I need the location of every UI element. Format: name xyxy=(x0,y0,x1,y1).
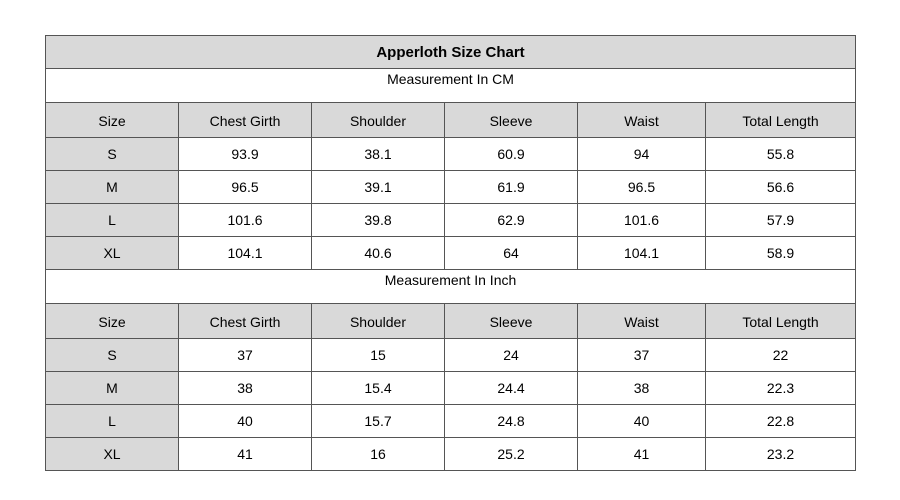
title-row xyxy=(46,36,856,69)
size-chart-table xyxy=(45,35,856,471)
column-header-shoulder: Shoulder xyxy=(312,304,445,339)
column-header-sleeve: Sleeve xyxy=(445,304,578,339)
column-header-total-length: Total Length xyxy=(706,103,856,138)
cell-shoulder: 15 xyxy=(312,339,445,372)
column-header-total-length: Total Length xyxy=(706,304,856,339)
cell-shoulder: 16 xyxy=(312,438,445,471)
cell-sleeve: 64 xyxy=(445,237,578,270)
size-cell: L xyxy=(46,204,179,237)
size-cell: S xyxy=(46,339,179,372)
cell-chest-girth: 104.1 xyxy=(179,237,312,270)
cell-waist: 40 xyxy=(578,405,706,438)
table-row xyxy=(46,339,856,372)
chart-title: Apperloth Size Chart xyxy=(46,36,856,69)
column-header-chest-girth: Chest Girth xyxy=(179,103,312,138)
table-row xyxy=(46,171,856,204)
cell-sleeve: 61.9 xyxy=(445,171,578,204)
cell-chest-girth: 40 xyxy=(179,405,312,438)
size-cell: XL xyxy=(46,438,179,471)
cell-shoulder: 40.6 xyxy=(312,237,445,270)
column-header-waist: Waist xyxy=(578,304,706,339)
cell-chest-girth: 38 xyxy=(179,372,312,405)
cell-waist: 94 xyxy=(578,138,706,171)
cell-sleeve: 62.9 xyxy=(445,204,578,237)
column-header-size: Size xyxy=(46,304,179,339)
table-row xyxy=(46,138,856,171)
cell-shoulder: 38.1 xyxy=(312,138,445,171)
cell-chest-girth: 37 xyxy=(179,339,312,372)
table-row xyxy=(46,372,856,405)
cell-total-length: 56.6 xyxy=(706,171,856,204)
section-label: Measurement In Inch xyxy=(46,270,856,304)
size-chart-body xyxy=(46,36,856,471)
cell-chest-girth: 93.9 xyxy=(179,138,312,171)
section-label: Measurement In CM xyxy=(46,69,856,103)
size-cell: L xyxy=(46,405,179,438)
cell-total-length: 22.8 xyxy=(706,405,856,438)
cell-chest-girth: 101.6 xyxy=(179,204,312,237)
size-cell: XL xyxy=(46,237,179,270)
column-header-size: Size xyxy=(46,103,179,138)
cell-total-length: 22 xyxy=(706,339,856,372)
cell-waist: 37 xyxy=(578,339,706,372)
size-cell: S xyxy=(46,138,179,171)
cell-shoulder: 39.1 xyxy=(312,171,445,204)
cell-total-length: 55.8 xyxy=(706,138,856,171)
table-row xyxy=(46,237,856,270)
cell-waist: 101.6 xyxy=(578,204,706,237)
cell-chest-girth: 41 xyxy=(179,438,312,471)
column-header-sleeve: Sleeve xyxy=(445,103,578,138)
table-row xyxy=(46,405,856,438)
cell-total-length: 22.3 xyxy=(706,372,856,405)
cell-sleeve: 60.9 xyxy=(445,138,578,171)
cell-total-length: 58.9 xyxy=(706,237,856,270)
column-header-chest-girth: Chest Girth xyxy=(179,304,312,339)
section-label-row xyxy=(46,69,856,103)
cell-sleeve: 24.4 xyxy=(445,372,578,405)
cell-waist: 96.5 xyxy=(578,171,706,204)
size-cell: M xyxy=(46,171,179,204)
cell-shoulder: 15.4 xyxy=(312,372,445,405)
column-header-row xyxy=(46,103,856,138)
table-row xyxy=(46,438,856,471)
cell-sleeve: 25.2 xyxy=(445,438,578,471)
cell-chest-girth: 96.5 xyxy=(179,171,312,204)
column-header-row xyxy=(46,304,856,339)
cell-sleeve: 24 xyxy=(445,339,578,372)
cell-shoulder: 15.7 xyxy=(312,405,445,438)
cell-waist: 41 xyxy=(578,438,706,471)
cell-waist: 104.1 xyxy=(578,237,706,270)
column-header-shoulder: Shoulder xyxy=(312,103,445,138)
section-label-row xyxy=(46,270,856,304)
cell-shoulder: 39.8 xyxy=(312,204,445,237)
table-row xyxy=(46,204,856,237)
cell-waist: 38 xyxy=(578,372,706,405)
column-header-waist: Waist xyxy=(578,103,706,138)
cell-sleeve: 24.8 xyxy=(445,405,578,438)
cell-total-length: 23.2 xyxy=(706,438,856,471)
cell-total-length: 57.9 xyxy=(706,204,856,237)
size-cell: M xyxy=(46,372,179,405)
